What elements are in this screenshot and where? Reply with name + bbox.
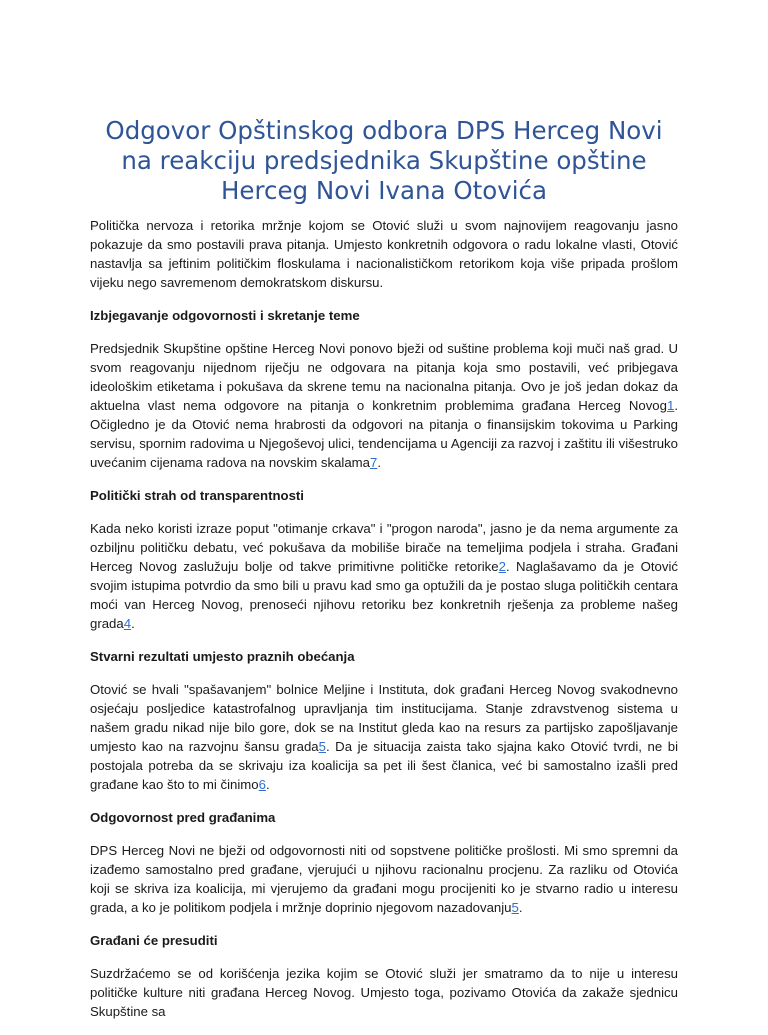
section-paragraph [90,519,678,633]
intro-paragraph: Politička nervoza i retorika mržnje kojom se Otović služi u svom najnovijem reagovanju jasno pokazuje da smo postavili prava pitanja. Umjesto konkretnih odgovora o radu lokalne vlasti, Otović nastavlja sa jeftinim političkim floskulama i nacionalističkom retorikom koja više pripada prošlom vijeku nego savremenom demokratskom diskursu. [90,218,678,290]
section-paragraph [90,841,678,917]
paragraph-text: . Očigledno je da Otović nema hrabrosti da odgovori na pitanja o finansijskim tokovima u Parking servisu, spornim radovima u Njegoševoj ulici, tendencijama u Agenciji za razvoj i zaštitu ili višestruko uvećanim cijenama radova na novskim skalama [90,398,678,470]
paragraph-text: DPS Herceg Novi ne bježi od odgovornosti niti od sopstvene političke prošlosti. Mi smo spremni da izađemo samostalno pred građane, vjerujući u njihovu racionalnu procjenu. Za razliku od Otovića koji se skriva iza koalicija, mi vjerujemo da građani mogu procijeniti ko je stvarno radio u interesu grada, a ko je politikom podjela i mržnje doprinio njegovom nazadovanju [90,843,678,915]
paragraph-text: . Da je situacija zaista tako sjajna kako Otović tvrdi, ne bi postojala potreba da se skrivaju iza koalicija sa pet ili šest članica, već bi samostalno izašli pred građane kao što to mi činimo [90,739,678,792]
paragraph-text: . [265,777,270,792]
paragraph-text: Predsjednik Skupštine opštine Herceg Novi ponovo bježi od suštine problema koji muči naš grad. U svom reagovanju nijednom riječju ne odgovara na pitanja koja smo postavili, već pribjegava ideološkim etiketama i pokušava da skrene temu na nacionalna pitanja. Ovo je još jedan dokaz da aktuelna vlast nema odgovore na pitanja o konkretnim problemima građana Herceg Novog [90,341,678,413]
footnote-link[interactable]: 5 [511,900,519,915]
section-paragraph [90,680,678,794]
document-content [90,116,678,1035]
paragraph-text: . [131,616,135,631]
footnote-link[interactable]: 7 [370,455,378,470]
section-heading: Izbjegavanje odgovornosti i skretanje teme [90,308,360,323]
section-heading: Odgovornost pred građanima [90,810,276,825]
paragraph-text: . [518,900,523,915]
paragraph-text: Kada neko koristi izraze poput "otimanje crkava" i "progon naroda", jasno je da nema argumente za ozbiljnu političku debatu, već pokušava da mobiliše birače na temeljima podjela i straha. Građani Herceg Novog zaslužuju bolje od takve primitivne političke retorike [90,521,678,574]
footnote-link[interactable]: 6 [258,777,266,792]
footnote-link[interactable]: 2 [498,559,506,574]
paragraph-text: . [377,455,382,470]
paragraph-text: Suzdržaćemo se od korišćenja jezika kojim se Otović služi jer smatramo da to nije u interesu političke kulture niti građana Herceg Novog. Umjesto toga, pozivamo Otovića da zakaže sjednicu Skupštine sa [90,966,678,1019]
document-title: Odgovor Opštinskog odbora DPS Herceg Novi na reakciju predsjednika Skupštine opštine Herceg Novi Ivana Otovića [105,116,663,205]
section-paragraph [90,964,678,1021]
section-heading: Politički strah od transparentnosti [90,488,304,503]
section-heading: Stvarni rezultati umjesto praznih obećanja [90,649,355,664]
section-heading: Građani će presuditi [90,933,218,948]
paragraph-text: Otović se hvali "spašavanjem" bolnice Meljine i Instituta, dok građani Herceg Novog svakodnevno osjećaju posljedice katastrofalnog upravljanja tim institucijama. Stanje zdravstvenog sistema u našem gradu nikad nije bilo gore, dok se na Institut gleda kao na resurs za partijsko zapošljavanje umjesto kao na razvojnu šansu grada [90,682,678,754]
footnote-link[interactable]: 5 [318,739,326,754]
paragraph-text: . Naglašavamo da je Otović svojim istupima potvrdio da smo bili u pravu kad smo ga optužili da je postao sluga političkih centara moći van Herceg Novog, prenoseći njihovu retoriku bez konkretnih rješenja za probleme našeg grada [90,559,678,631]
footnote-link[interactable]: 4 [123,616,132,631]
section-paragraph [90,339,678,472]
footnote-link[interactable]: 1 [666,398,675,413]
